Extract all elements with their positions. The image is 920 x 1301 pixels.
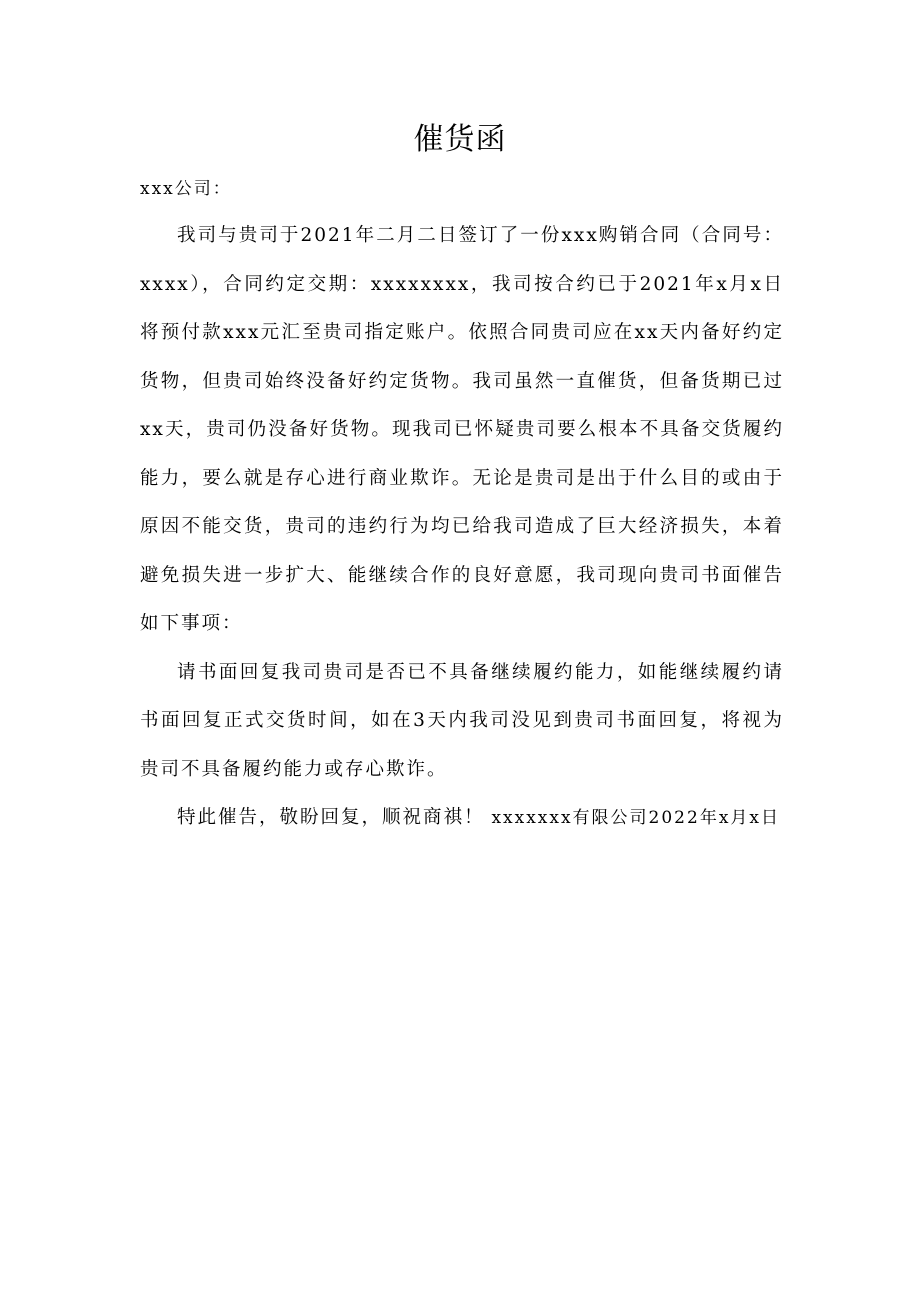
body-paragraph: 我司与贵司于2021年二月二日签订了一份xxx购销合同（合同号：xxxx），合同约定交期：xxxxxxxx，我司按合约已于2021年x月x日将预付款xxx元汇至贵司指定账户。依照合同贵司应在xx天内备好约定货物，但贵司始终没备好约定货物。我司虽然一直催货，但备货期已过xx天，贵司仍没备好货物。现我司已怀疑贵司要么根本不具备交货履约能力，要么就是存心进行商业欺诈。无论是贵司是出于什么目的或由于原因不能交货，贵司的违约行为均已给我司造成了巨大经济损失，本着避免损失进一步扩大、能继续合作的良好意愿，我司现向贵司书面催告如下事项： — [140, 225, 784, 634]
document-title: 催货函 — [413, 122, 507, 157]
letter-body — [140, 212, 784, 843]
signature-line: xxxxxxx有限公司2022年x月x日 — [491, 808, 780, 828]
salutation: xxx公司： — [140, 179, 232, 199]
body-paragraph: 特此催告，敬盼回复，顺祝商祺！ — [177, 807, 485, 828]
body-paragraph: 请书面回复我司贵司是否已不具备继续履约能力，如能继续履约请书面回复正式交货时间，如在3天内我司没见到贵司书面回复，将视为贵司不具备履约能力或存心欺诈。 — [140, 661, 784, 780]
